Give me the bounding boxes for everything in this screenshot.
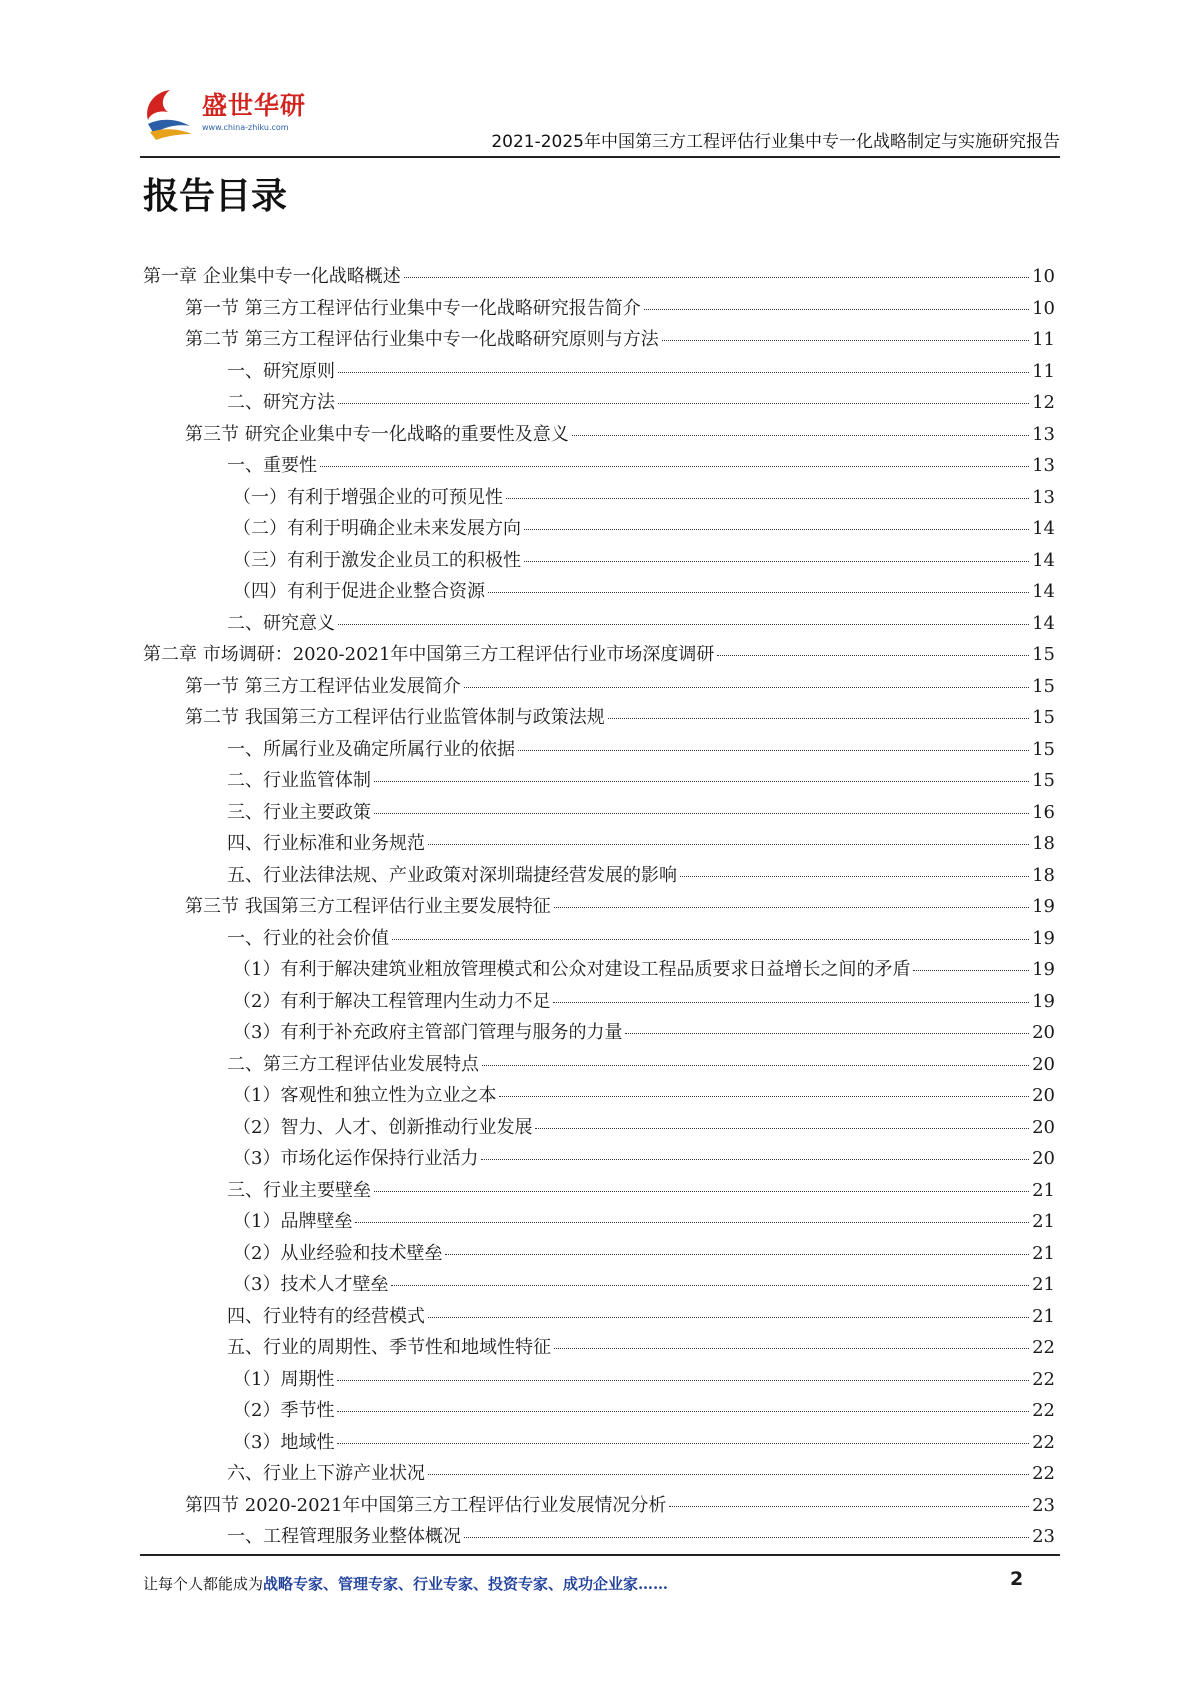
toc-entry[interactable] xyxy=(143,388,1055,420)
toc-entry[interactable] xyxy=(143,766,1055,798)
toc-leader-dots xyxy=(404,277,1029,278)
toc-entry-page: 20 xyxy=(1032,1085,1055,1106)
toc-leader-dots xyxy=(506,498,1029,499)
toc-entry-label: （1）有利于解决建筑业粗放管理模式和公众对建设工程品质要求日益增长之间的矛盾 xyxy=(233,959,911,980)
footer-slogan-prefix: 让每个人都能成为 xyxy=(143,1575,264,1593)
toc-leader-dots xyxy=(518,750,1029,751)
toc-leader-dots xyxy=(374,781,1029,782)
page-number: 2 xyxy=(1010,1568,1024,1590)
toc-leader-dots xyxy=(338,403,1029,404)
toc-entry-page: 20 xyxy=(1032,1022,1055,1043)
toc-leader-dots xyxy=(428,844,1029,845)
toc-entry[interactable] xyxy=(143,1333,1055,1365)
toc-entry-page: 22 xyxy=(1032,1337,1055,1358)
toc-entry-page: 14 xyxy=(1032,549,1055,571)
toc-entry-label: 一、工程管理服务业整体概况 xyxy=(227,1526,461,1547)
toc-leader-dots xyxy=(445,1254,1029,1255)
toc-entry-label: 四、行业特有的经营模式 xyxy=(227,1305,425,1327)
toc-entry-page: 21 xyxy=(1032,1305,1055,1327)
toc-entry-label: 三、行业主要壁垒 xyxy=(227,1179,371,1201)
footer-slogan-highlight: 战略专家、管理专家、行业专家、投资专家、成功企业家…… xyxy=(263,1575,669,1593)
toc-entry[interactable] xyxy=(143,987,1055,1019)
toc-entry-page: 13 xyxy=(1032,455,1055,476)
toc-entry[interactable] xyxy=(143,924,1055,956)
toc-entry-page: 15 xyxy=(1032,707,1055,728)
toc-leader-dots xyxy=(337,1380,1029,1381)
toc-entry[interactable] xyxy=(143,1428,1055,1460)
toc-entry-page: 15 xyxy=(1032,675,1055,697)
toc-entry-page: 11 xyxy=(1032,329,1055,350)
toc-entry[interactable] xyxy=(143,1365,1055,1397)
toc-leader-dots xyxy=(553,1002,1029,1003)
toc-entry-label: 三、行业主要政策 xyxy=(227,801,371,823)
logo-name: 盛世华研 xyxy=(202,91,307,120)
footer-slogan xyxy=(143,1573,668,1594)
report-title: 2021-2025年中国第三方工程评估行业集中专一化战略制定与实施研究报告 xyxy=(491,132,1060,152)
toc-leader-dots xyxy=(488,592,1029,593)
toc-leader-dots xyxy=(717,655,1029,656)
toc-entry-page: 10 xyxy=(1032,297,1055,319)
table-of-contents xyxy=(143,262,1055,1554)
toc-leader-dots xyxy=(669,1506,1029,1507)
toc-entry-label: （3）有利于补充政府主管部门管理与服务的力量 xyxy=(233,1022,623,1043)
toc-entry-page: 23 xyxy=(1032,1526,1055,1547)
toc-entry-page: 23 xyxy=(1032,1494,1055,1516)
toc-entry-label: 二、第三方工程评估业发展特点 xyxy=(227,1053,479,1075)
toc-entry-label: （1）品牌壁垒 xyxy=(233,1211,353,1232)
toc-entry-page: 19 xyxy=(1032,959,1055,980)
toc-leader-dots xyxy=(355,1222,1029,1223)
toc-entry-label: （1）客观性和独立性为立业之本 xyxy=(233,1085,497,1106)
toc-entry-page: 15 xyxy=(1032,738,1055,760)
toc-entry[interactable] xyxy=(143,703,1055,735)
toc-leader-dots xyxy=(499,1096,1029,1097)
toc-leader-dots xyxy=(535,1128,1029,1129)
toc-leader-dots xyxy=(572,435,1029,436)
toc-leader-dots xyxy=(913,970,1029,971)
toc-entry-page: 14 xyxy=(1032,612,1055,634)
toc-entry-page: 12 xyxy=(1032,392,1055,413)
toc-entry-page: 18 xyxy=(1032,864,1055,886)
toc-leader-dots xyxy=(428,1317,1029,1318)
toc-leader-dots xyxy=(482,1065,1029,1066)
toc-entry-page: 21 xyxy=(1032,1274,1055,1295)
toc-entry-label: （1）周期性 xyxy=(233,1368,335,1390)
toc-entry[interactable] xyxy=(143,861,1055,893)
toc-entry-label: （三）有利于激发企业员工的积极性 xyxy=(233,549,521,571)
toc-leader-dots xyxy=(554,907,1029,908)
toc-entry[interactable] xyxy=(143,1113,1055,1145)
toc-leader-dots xyxy=(608,718,1029,719)
toc-entry-page: 21 xyxy=(1032,1242,1055,1264)
toc-entry[interactable] xyxy=(143,577,1055,609)
toc-entry-label: 第三节 我国第三方工程评估行业主要发展特征 xyxy=(185,896,551,917)
toc-entry-label: （3）技术人才壁垒 xyxy=(233,1274,389,1295)
toc-entry[interactable] xyxy=(143,357,1055,389)
toc-entry[interactable] xyxy=(143,672,1055,704)
toc-entry[interactable] xyxy=(143,294,1055,326)
toc-leader-dots xyxy=(337,1411,1029,1412)
toc-leader-dots xyxy=(464,687,1029,688)
toc-entry[interactable] xyxy=(143,1396,1055,1428)
toc-entry[interactable] xyxy=(143,1459,1055,1491)
toc-entry-label: 第一节 第三方工程评估业发展简介 xyxy=(185,675,461,697)
toc-entry-label: 第一节 第三方工程评估行业集中专一化战略研究报告简介 xyxy=(185,297,641,319)
page-header xyxy=(140,78,1060,158)
toc-entry[interactable] xyxy=(143,514,1055,546)
toc-entry[interactable] xyxy=(143,546,1055,578)
toc-entry-page: 19 xyxy=(1032,990,1055,1012)
toc-entry-page: 14 xyxy=(1032,518,1055,539)
toc-entry-label: 二、研究意义 xyxy=(227,612,335,634)
toc-entry-label: （2）有利于解决工程管理内生动力不足 xyxy=(233,990,551,1012)
toc-leader-dots xyxy=(680,876,1029,877)
toc-entry[interactable] xyxy=(143,1081,1055,1113)
toc-entry-page: 22 xyxy=(1032,1463,1055,1484)
header-divider xyxy=(140,156,1060,158)
toc-entry-label: 二、行业监管体制 xyxy=(227,770,371,791)
footer-divider xyxy=(140,1554,1060,1556)
toc-entry-page: 20 xyxy=(1032,1053,1055,1075)
toc-entry-page: 21 xyxy=(1032,1211,1055,1232)
toc-entry-label: （2）季节性 xyxy=(233,1400,335,1421)
toc-leader-dots xyxy=(320,466,1029,467)
page-title: 报告目录 xyxy=(143,176,288,217)
toc-entry-page: 18 xyxy=(1032,833,1055,854)
toc-entry[interactable] xyxy=(143,483,1055,515)
toc-entry-label: 一、研究原则 xyxy=(227,360,335,382)
toc-entry-page: 16 xyxy=(1032,801,1055,823)
toc-entry[interactable] xyxy=(143,1491,1055,1523)
toc-leader-dots xyxy=(644,309,1029,310)
logo-swoosh-icon xyxy=(140,84,200,144)
toc-entry-label: 第一章 企业集中专一化战略概述 xyxy=(143,266,401,287)
toc-entry-label: 四、行业标准和业务规范 xyxy=(227,833,425,854)
toc-entry[interactable] xyxy=(143,829,1055,861)
toc-entry-label: 第二节 我国第三方工程评估行业监管体制与政策法规 xyxy=(185,707,605,728)
toc-entry-label: 第四节 2020-2021年中国第三方工程评估行业发展情况分析 xyxy=(185,1494,667,1516)
toc-entry-label: 一、所属行业及确定所属行业的依据 xyxy=(227,738,515,760)
toc-leader-dots xyxy=(524,561,1029,562)
toc-entry-label: （一）有利于增强企业的可预见性 xyxy=(233,486,503,508)
toc-entry-page: 20 xyxy=(1032,1148,1055,1169)
toc-entry-page: 20 xyxy=(1032,1116,1055,1138)
toc-leader-dots xyxy=(554,1348,1029,1349)
toc-leader-dots xyxy=(391,1285,1029,1286)
toc-entry-label: （2）从业经验和技术壁垒 xyxy=(233,1242,443,1264)
toc-entry[interactable] xyxy=(143,1302,1055,1334)
toc-entry[interactable] xyxy=(143,892,1055,924)
toc-leader-dots xyxy=(481,1159,1029,1160)
toc-entry-page: 15 xyxy=(1032,770,1055,791)
toc-entry-page: 22 xyxy=(1032,1431,1055,1453)
toc-entry-page: 10 xyxy=(1032,266,1055,287)
toc-entry-page: 19 xyxy=(1032,896,1055,917)
toc-entry-page: 22 xyxy=(1032,1400,1055,1421)
toc-entry[interactable] xyxy=(143,451,1055,483)
toc-entry[interactable] xyxy=(143,609,1055,641)
toc-entry[interactable] xyxy=(143,1239,1055,1271)
toc-entry[interactable] xyxy=(143,1176,1055,1208)
toc-leader-dots xyxy=(374,1191,1029,1192)
toc-leader-dots xyxy=(374,813,1029,814)
toc-entry[interactable] xyxy=(143,640,1055,672)
toc-entry-label: 第二节 第三方工程评估行业集中专一化战略研究原则与方法 xyxy=(185,329,659,350)
toc-entry-label: （2）智力、人才、创新推动行业发展 xyxy=(233,1116,533,1138)
toc-leader-dots xyxy=(338,372,1029,373)
toc-entry[interactable] xyxy=(143,955,1055,987)
toc-entry[interactable] xyxy=(143,1207,1055,1239)
toc-entry-label: 第三节 研究企业集中专一化战略的重要性及意义 xyxy=(185,423,569,445)
toc-entry-page: 13 xyxy=(1032,423,1055,445)
toc-entry-label: （四）有利于促进企业整合资源 xyxy=(233,581,485,602)
toc-entry-page: 11 xyxy=(1032,360,1055,382)
toc-entry[interactable] xyxy=(143,735,1055,767)
toc-entry[interactable] xyxy=(143,420,1055,452)
toc-leader-dots xyxy=(662,340,1029,341)
toc-leader-dots xyxy=(337,1443,1029,1444)
toc-entry[interactable] xyxy=(143,1522,1055,1554)
toc-entry-label: （3）地域性 xyxy=(233,1431,335,1453)
toc-entry-label: 第二章 市场调研：2020-2021年中国第三方工程评估行业市场深度调研 xyxy=(143,644,715,665)
toc-entry-page: 22 xyxy=(1032,1368,1055,1390)
toc-entry[interactable] xyxy=(143,1018,1055,1050)
toc-entry[interactable] xyxy=(143,798,1055,830)
toc-entry-label: 五、行业的周期性、季节性和地域性特征 xyxy=(227,1337,551,1358)
toc-entry-label: 二、研究方法 xyxy=(227,392,335,413)
toc-entry[interactable] xyxy=(143,325,1055,357)
toc-leader-dots xyxy=(338,624,1029,625)
toc-entry-page: 15 xyxy=(1032,644,1055,665)
toc-leader-dots xyxy=(464,1537,1029,1538)
toc-leader-dots xyxy=(524,529,1029,530)
company-logo xyxy=(140,78,340,148)
toc-entry-label: 五、行业法律法规、产业政策对深圳瑞捷经营发展的影响 xyxy=(227,864,677,886)
toc-entry-page: 14 xyxy=(1032,581,1055,602)
toc-entry[interactable] xyxy=(143,1144,1055,1176)
toc-entry-label: （3）市场化运作保持行业活力 xyxy=(233,1148,479,1169)
toc-entry[interactable] xyxy=(143,1050,1055,1082)
toc-entry-page: 19 xyxy=(1032,927,1055,949)
toc-leader-dots xyxy=(428,1474,1029,1475)
toc-entry-page: 13 xyxy=(1032,486,1055,508)
toc-entry[interactable] xyxy=(143,262,1055,294)
logo-url: www.china-zhiku.com xyxy=(202,123,289,132)
toc-entry-label: 一、重要性 xyxy=(227,455,317,476)
toc-entry[interactable] xyxy=(143,1270,1055,1302)
toc-entry-page: 21 xyxy=(1032,1179,1055,1201)
toc-entry-label: （二）有利于明确企业未来发展方向 xyxy=(233,518,521,539)
toc-leader-dots xyxy=(392,939,1029,940)
toc-entry-label: 六、行业上下游产业状况 xyxy=(227,1463,425,1484)
toc-leader-dots xyxy=(625,1033,1029,1034)
toc-entry-label: 一、行业的社会价值 xyxy=(227,927,389,949)
